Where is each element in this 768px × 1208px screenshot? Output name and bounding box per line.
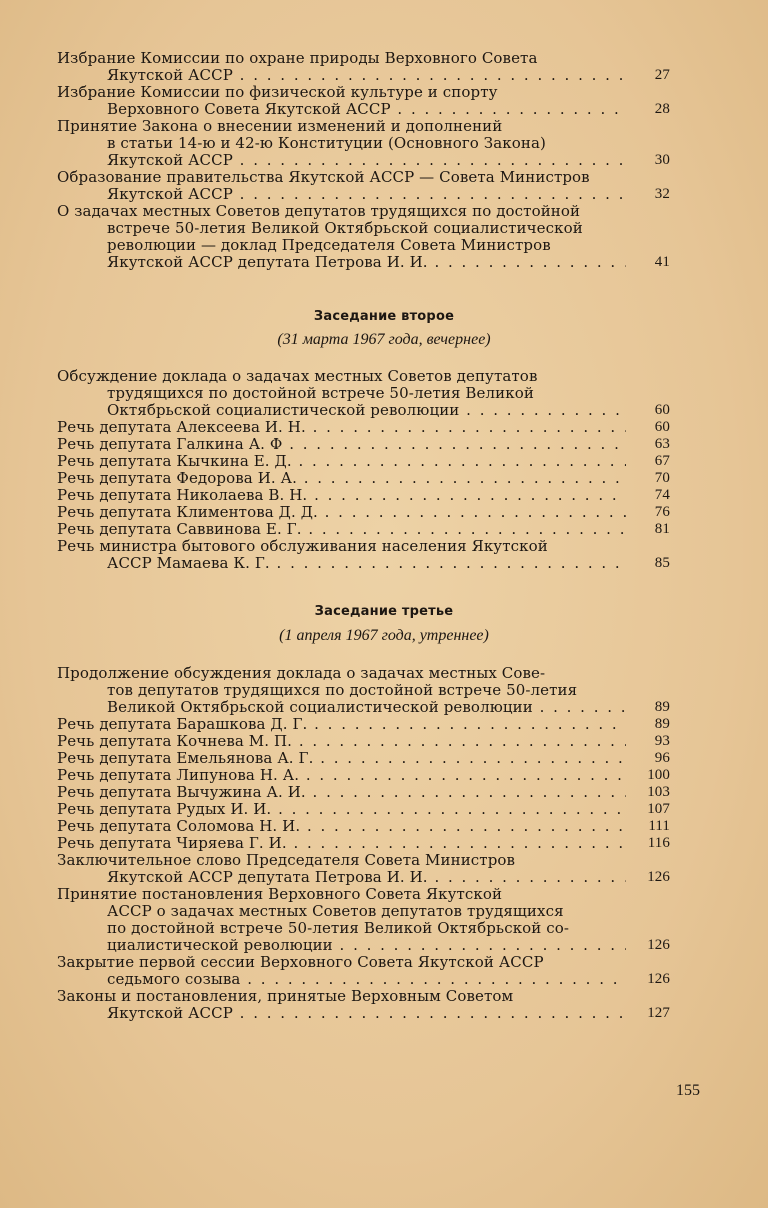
toc-entry-line: Якутской АССР депутата Петрова И. И. . . . [57,869,626,886]
toc-entry-line: Закрытие первой сессии Верховного Совета Якутской АССР [57,954,544,971]
toc-entry [57,453,670,470]
toc-page-number: 127 [647,1005,670,1021]
toc-entry [57,84,670,118]
toc-page-number: 126 [647,937,670,953]
toc-entry [57,733,670,750]
toc-entry-line: Речь депутата Саввинова Е. Г. . . . [57,521,626,538]
toc-entry-line: встрече 50-летия Великой Октябрьской социалистической [107,220,583,237]
toc-entry [57,818,670,835]
toc-entry [57,169,670,203]
toc-entry-line: седьмого созыва . . . [57,971,626,988]
toc-entry-line: Якутской АССР . . . [57,67,626,84]
toc-entry [57,504,670,521]
toc-page-number: 116 [647,835,670,851]
toc-entry-line: АССР о задачах местных Советов депутатов трудящихся [107,903,564,920]
page-number: 155 [676,1082,700,1099]
toc-page-number: 89 [654,699,670,715]
toc-entry-line: Речь депутата Кычкина Е. Д. . . . [57,453,626,470]
toc-entry [57,886,670,954]
toc-page-number: 32 [654,186,670,202]
toc-entry [57,521,670,538]
toc-entry-line: Речь депутата Рудых И. И. . . . [57,801,626,818]
session-3-date: (1 апреля 1967 года, утреннее) [279,627,489,644]
toc-page-number: 100 [647,767,670,783]
toc-entry-line: Речь министра бытового обслуживания населения Якутской [57,538,548,555]
toc-entry [57,852,670,886]
toc-entry-line: Речь депутата Соломова Н. И. . . . [57,818,626,835]
toc-entry-line: Речь депутата Чиряева Г. И. . . . [57,835,626,852]
toc-entry [57,988,670,1022]
toc-page-number: 81 [654,521,670,537]
toc-entry-line: Якутской АССР депутата Петрова И. И. . . . [57,254,626,271]
toc-page-number: 30 [654,152,670,168]
toc-entry-line: в статьи 14-ю и 42-ю Конституции (Основного Закона) [107,135,546,152]
toc-entry-line: Якутской АССР . . . [57,186,626,203]
toc-entry-line: Якутской АССР . . . [57,152,626,169]
toc-entry [57,436,670,453]
toc-page-number: 93 [654,733,670,749]
toc-entry [57,665,670,716]
toc-entry [57,118,670,169]
toc-entry [57,716,670,733]
toc-page-number: 85 [654,555,670,571]
session-2-date: (31 марта 1967 года, вечернее) [277,331,491,348]
toc-page-number: 89 [654,716,670,732]
toc-page-number: 28 [654,101,670,117]
toc-page-number: 96 [654,750,670,766]
toc-entry-line: Речь депутата Емельянова А. Г. . . . [57,750,626,767]
toc-page-number: 67 [654,453,670,469]
toc-entry-line: Законы и постановления, принятые Верховным Советом [57,988,514,1005]
toc-entry-line: Речь депутата Алексеева И. Н. . . . [57,419,626,436]
toc-entry-line: АССР Мамаева К. Г. . . . [57,555,626,572]
toc-entry-line: Речь депутата Климентова Д. Д. . . . [57,504,626,521]
toc-entry [57,470,670,487]
toc-entry [57,50,670,84]
toc-entry-line: по достойной встрече 50-летия Великой Октябрьской со- [107,920,570,937]
toc-entry-line: Якутской АССР . . . [57,1005,626,1022]
toc-section-2 [57,368,670,572]
toc-entry-line: Верховного Совета Якутской АССР . . . [57,101,626,118]
toc-entry-line: циалистической революции . . . [57,937,626,954]
toc-entry [57,954,670,988]
toc-entry-line: Продолжение обсуждения доклада о задачах местных Сове- [57,665,546,682]
toc-entry-line: Речь депутата Галкина А. Ф . . . [57,436,626,453]
toc-section-1 [57,50,670,271]
toc-entry-line: Обсуждение доклада о задачах местных Советов депутатов [57,368,538,385]
toc-page-number: 76 [654,504,670,520]
toc-entry-line: Октябрьской социалистической революции . . . [57,402,626,419]
toc-page-number: 103 [647,784,670,800]
toc-entry-line: революции — доклад Председателя Совета Министров [107,237,551,254]
toc-entry [57,419,670,436]
toc-entry-line: Речь депутата Барашкова Д. Г. . . . [57,716,626,733]
toc-page-number: 60 [654,402,670,418]
toc-entry-line: Речь депутата Липунова Н. А. . . . [57,767,626,784]
toc-entry-line: Заключительное слово Председателя Совета Министров [57,852,516,869]
toc-entry-line: Великой Октябрьской социалистической революции . . . [57,699,626,716]
toc-entry-line: О задачах местных Советов депутатов трудящихся по достойной [57,203,581,220]
toc-entry [57,835,670,852]
toc-page-number: 111 [648,818,670,834]
toc-page-number: 63 [654,436,670,452]
toc-page-number: 70 [654,470,670,486]
toc-page-number: 41 [654,254,670,270]
toc-entry-line: Речь депутата Федорова И. А. . . . [57,470,626,487]
session-2-title: Заседание второе [313,309,455,324]
toc-section-3 [57,665,670,1022]
toc-entry-line: Речь депутата Кочнева М. П. . . . [57,733,626,750]
toc-entry-line: Речь депутата Вычужина А. И. . . . [57,784,626,801]
toc-entry-line: Речь депутата Николаева В. Н. . . . [57,487,626,504]
toc-entry [57,750,670,767]
toc-entry-line: Принятие Закона о внесении изменений и дополнений [57,118,503,135]
toc-entry [57,801,670,818]
toc-entry [57,368,670,419]
toc-page-number: 60 [654,419,670,435]
toc-entry-line: тов депутатов трудящихся по достойной встрече 50-летия [107,682,578,699]
toc-entry [57,538,670,572]
toc-page-number: 27 [654,67,670,83]
toc-entry-line: трудящихся по достойной встрече 50-летия Великой [107,385,534,402]
toc-entry [57,203,670,271]
toc-entry-line: Образование правительства Якутской АССР — Совета Министров [57,169,590,186]
toc-page-number: 107 [647,801,670,817]
toc-page-number: 126 [647,869,670,885]
toc-page-number: 74 [654,487,670,503]
toc-entry [57,767,670,784]
toc-entry [57,784,670,801]
toc-entry-line: Избрание Комиссии по физической культуре и спорту [57,84,498,101]
toc-entry-line: Избрание Комиссии по охране природы Верховного Совета [57,50,538,67]
toc-page-number: 126 [647,971,670,987]
session-3-title: Заседание третье [314,604,454,619]
toc-entry-line: Принятие постановления Верховного Совета Якутской [57,886,503,903]
toc-entry [57,487,670,504]
